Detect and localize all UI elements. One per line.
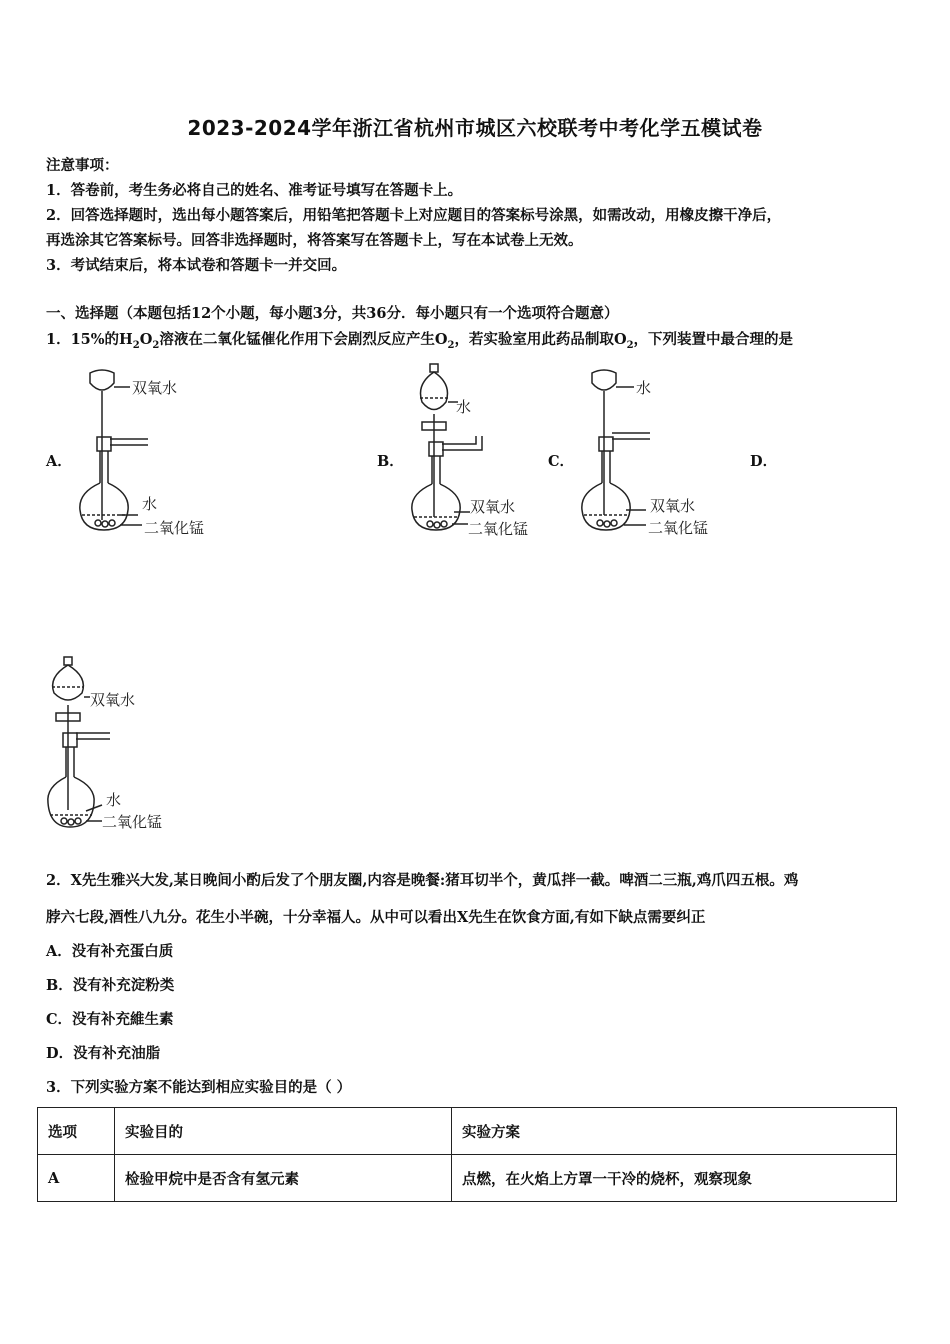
q1-option-d-label: D． xyxy=(750,453,778,470)
q1-option-b-label: B． xyxy=(377,453,404,470)
page-title: 2023-2024学年浙江省杭州市城区六校联考中考化学五模试卷 xyxy=(187,116,763,140)
label-d-flask-water: 水 xyxy=(106,791,122,809)
label-d-flask-mno2: 二氧化锰 xyxy=(102,813,163,831)
table-header-row xyxy=(38,1108,897,1155)
label-c-flask-mno2: 二氧化锰 xyxy=(648,519,709,537)
q2-option-b: B．没有补充淀粉类 xyxy=(46,977,175,994)
label-b-flask-mno2: 二氧化锰 xyxy=(468,520,529,538)
q1-option-a-label: A． xyxy=(46,453,72,470)
notice-item-2b: 再选涂其它答案标号。回答非选择题时，将答案写在答题卡上，写在本试卷上无效。 xyxy=(46,232,583,249)
table-cell: 点燃，在火焰上方罩一干冷的烧杯，观察现象 xyxy=(452,1155,897,1202)
notice-heading: 注意事项： xyxy=(46,157,119,174)
table-header-cell: 实验目的 xyxy=(115,1108,452,1155)
table-header-cell: 实验方案 xyxy=(452,1108,897,1155)
q3-table xyxy=(37,1107,897,1202)
label-c-funnel: 水 xyxy=(636,379,652,397)
q2-option-d: D．没有补充油脂 xyxy=(46,1045,161,1062)
table-cell: 检验甲烷中是否含有氢元素 xyxy=(115,1155,452,1202)
question-1-stem: 1．15%的$H_2O_2$溶液在二氧化锰催化作用下会剧烈反应产生$O_2$，若实验室用此药品制取$O_2$，下列装置中最合理的是 xyxy=(46,331,794,351)
q1-option-c-label: C． xyxy=(548,453,575,470)
question-2-line-1: 2．X先生雅兴大发,某日晚间小酌后发了个朋友圈,内容是晚餐:猪耳切半个，黄瓜拌一截。啤酒二三瓶,鸡爪四五根。鸡 xyxy=(46,872,799,889)
notice-item-2a: 2．回答选择题时，选出每小题答案后，用铅笔把答题卡上对应题目的答案标号涂黑，如需改动，用橡皮擦干净后， xyxy=(46,207,782,224)
label-a-flask-mno2: 二氧化锰 xyxy=(144,519,205,537)
label-b-flask-h2o2: 双氧水 xyxy=(470,498,516,516)
q2-option-a: A．没有补充蛋白质 xyxy=(46,943,174,960)
label-a-flask-water: 水 xyxy=(142,495,158,513)
label-d-funnel: 双氧水 xyxy=(90,691,136,709)
table-row xyxy=(38,1155,897,1202)
apparatus-d-figure xyxy=(40,655,200,835)
question-3-stem: 3．下列实验方案不能达到相应实验目的是（ ） xyxy=(46,1079,352,1096)
label-c-flask-h2o2: 双氧水 xyxy=(650,497,696,515)
notice-item-3: 3．考试结束后，将本试卷和答题卡一并交回。 xyxy=(46,257,347,274)
question-2-line-2: 脖六七段,酒性八九分。花生小半碗，十分幸福人。从中可以看出X先生在饮食方面,有如下缺点需要纠正 xyxy=(46,909,706,926)
apparatus-c-figure xyxy=(572,365,732,545)
apparatus-b-figure xyxy=(402,362,562,542)
table-header-cell: 选项 xyxy=(38,1108,115,1155)
notice-item-1: 1．答卷前，考生务必将自己的姓名、准考证号填写在答题卡上。 xyxy=(46,182,463,199)
q2-option-c: C．没有补充維生素 xyxy=(46,1011,174,1028)
apparatus-a-figure xyxy=(70,365,230,545)
table-cell: A xyxy=(38,1155,115,1202)
label-b-funnel: 水 xyxy=(456,398,472,416)
section-heading: 一、选择题（本题包括12个小题，每小题3分，共36分．每小题只有一个选项符合题意） xyxy=(46,305,619,322)
label-a-funnel: 双氧水 xyxy=(132,379,178,397)
